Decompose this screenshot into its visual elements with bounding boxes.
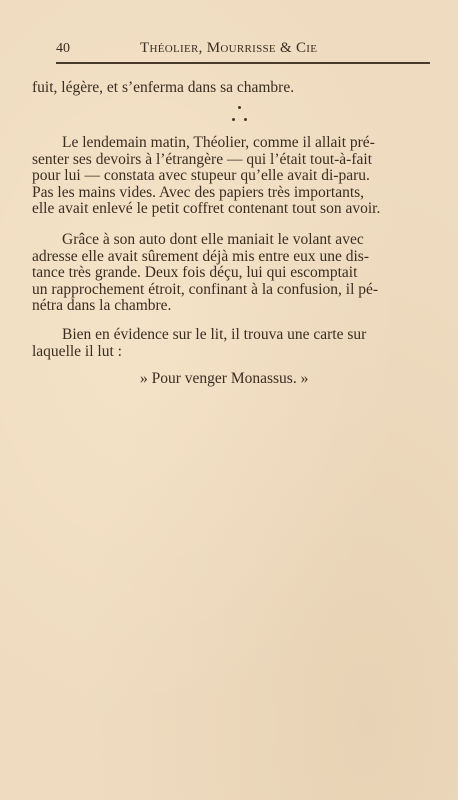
text-line: senter ses devoirs à l’étrangère — qui l’était tout-à-fait [32,150,373,168]
header-rule [56,62,430,64]
page-number: 40 [56,41,70,56]
page-header [56,38,430,62]
text-line: pour lui — constata avec stupeur qu’elle avait di-paru. [32,167,370,185]
card-inscription: » Pour venger Monassus. » [140,370,309,387]
paragraph-2 [32,232,442,315]
text-line: laquelle il lut : [32,342,122,360]
paragraph-1 [32,135,442,218]
paragraph-opening [32,80,442,97]
text-line: adresse elle avait sûrement déjà mis entre eux une dis- [32,247,369,265]
running-head: Théolier, Mourrisse & Cie [140,40,318,56]
text-line: fuit, légère, et s’enferma dans sa chambre. [32,79,295,96]
text-line: Grâce à son auto dont elle maniait le volant avec [62,231,364,248]
text-line: tance très grande. Deux fois déçu, lui qui escomptait [32,264,358,282]
asterism-dot [244,118,247,121]
asterism-dot [232,118,235,121]
text-line: Le lendemain matin, Théolier, comme il allait pré- [62,134,375,151]
text-line: Pas les mains vides. Avec des papiers très importants, [32,183,365,201]
asterism-dot [238,106,241,109]
section-break-asterism [228,103,252,127]
text-line: Bien en évidence sur le lit, il trouva une carte sur [62,326,367,343]
text-line: elle avait enlevé le petit coffret contenant tout son avoir. [32,200,381,218]
text-line: nétra dans la chambre. [32,297,172,315]
text-line: un rapprochement étroit, confinant à la confusion, il pé- [32,280,379,298]
paragraph-3 [32,327,442,360]
